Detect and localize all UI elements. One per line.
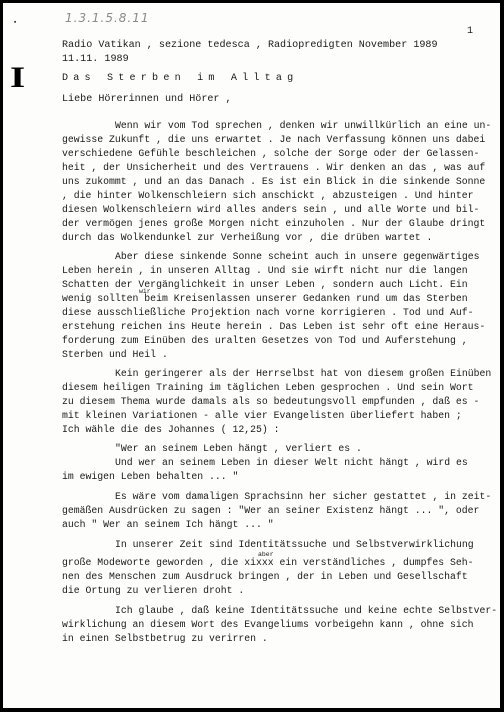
handwritten-insert: aber	[258, 551, 274, 558]
text-line: diesem heiligen Training im täglichen Leben gesprochen . Und sein Wort	[62, 382, 474, 393]
text-line: diese ausschließliche Projektion nach vorne korrigieren . Tod und Auf-	[62, 307, 474, 318]
header-date: 11.11. 1989	[62, 54, 129, 65]
text-line: in einen Selbstbetrug zu verirren .	[62, 633, 268, 644]
text-line: In unserer Zeit sind Identitätssuche und Selbstverwirklichung	[115, 539, 474, 550]
quote-line: "Wer an seinem Leben hängt , verliert es .	[115, 443, 362, 454]
text-line: mit kleinen Variationen - alle vier Evangelisten überliefert haben ;	[62, 410, 462, 421]
text-line: zu diesem Thema wurde damals als so bedeutungsvoll empfunden , daß es -	[62, 396, 480, 407]
roman-numeral-mark: I	[10, 61, 24, 94]
text-line: auch " Wer an seinem Ich hängt ... "	[62, 519, 274, 530]
text-line: nen des Menschen zum Ausdruck bringen , der in Leben und Gesellschaft	[62, 571, 468, 582]
text-line: forderung zum Einüben des uralten Gesetzes von Tod und Auferstehung ,	[62, 335, 468, 346]
text-line: große Modeworte geworden , die xixxx ein verständliches , dumpfes Seh-	[62, 557, 474, 568]
text-line: Wenn wir vom Tod sprechen , denken wir unwillkürlich an eine un-	[115, 120, 492, 131]
text-line: Leben herein , in unseren Alltag . Und sie wirft nicht nur die langen	[62, 265, 468, 276]
text-line: uns zukommt , und an das Danach . Es ist ein Blick in die sinkende Sonne	[62, 176, 486, 187]
text-line: wirklichung an diesem Wort des Evangeliums vorbeigehn kann , ohne sich	[62, 619, 474, 630]
text-line: der vermögen jenes große Morgen nicht einzuholen . Nur der Glaube dringt	[62, 218, 486, 229]
text-line: Ich glaube , daß keine Identitätssuche und keine echte Selbstver-	[115, 605, 498, 616]
quote-line: im ewigen Leben behalten ... "	[62, 471, 239, 482]
text-line: gewisse Zukunft , die uns erwartet . Je nach Verfassung können uns dabei	[62, 134, 486, 145]
text-line: wenig sollten beim Kreisenlassen unserer Gedanken rund um das Sterben	[62, 293, 468, 304]
text-line: verschiedene Gefühle beschleichen , solche der Sorge oder der Gelassen-	[62, 148, 480, 159]
quote-line: Und wer an seinem Leben in dieser Welt nicht hängt , wird es	[115, 457, 468, 468]
text-line: durch das Wolkendunkel zur Verheißung vor , die drüben wartet .	[62, 232, 433, 243]
document-page	[3, 3, 500, 708]
text-line: die Ortung zu verlieren droht .	[62, 585, 245, 596]
page-number: 1	[467, 26, 474, 37]
margin-mark: ▪	[13, 19, 18, 27]
archive-number-note: 1.3.1.5.8.11	[65, 11, 150, 25]
text-line: gemäßen Ausdrücken zu sagen : "Wer an seiner Existenz hängt ... ", oder	[62, 505, 480, 516]
text-line: Sterben und Heil .	[62, 349, 168, 360]
handwritten-insert: wir	[139, 288, 151, 295]
text-line: , die hinter Wolkenschleiern sich anschickt , abzusteigen . Und hinter	[62, 190, 474, 201]
text-line: Aber diese sinkende Sonne scheint auch in unsere gegenwärtiges	[115, 251, 480, 262]
header-source: Radio Vatikan , sezione tedesca , Radiopredigten November 1989	[62, 40, 438, 51]
text-line: Es wäre vom damaligen Sprachsinn her sicher gestattet , in zeit-	[115, 491, 492, 502]
text-line: Kein geringerer als der Herrselbst hat von diesem großen Einüben	[115, 368, 492, 379]
text-line: heit , der Unsicherheit und des Vertrauens . Wir denken an das , was auf	[62, 162, 486, 173]
text-line: Ich wähle die des Johannes ( 12,25) :	[62, 424, 280, 435]
salutation: Liebe Hörerinnen und Hörer ,	[62, 94, 232, 105]
text-line: Schatten der Vergänglichkeit in unser Leben , sondern auch Licht. Ein	[62, 279, 468, 290]
text-line: erstehung reichen ins Heute herein . Das Leben ist sehr oft eine Heraus-	[62, 321, 486, 332]
text-line: diesen Wolkenschleiern wird alles anders sein , und alle Worte und bil-	[62, 204, 480, 215]
document-title: Das Sterben im Alltag	[62, 73, 299, 84]
